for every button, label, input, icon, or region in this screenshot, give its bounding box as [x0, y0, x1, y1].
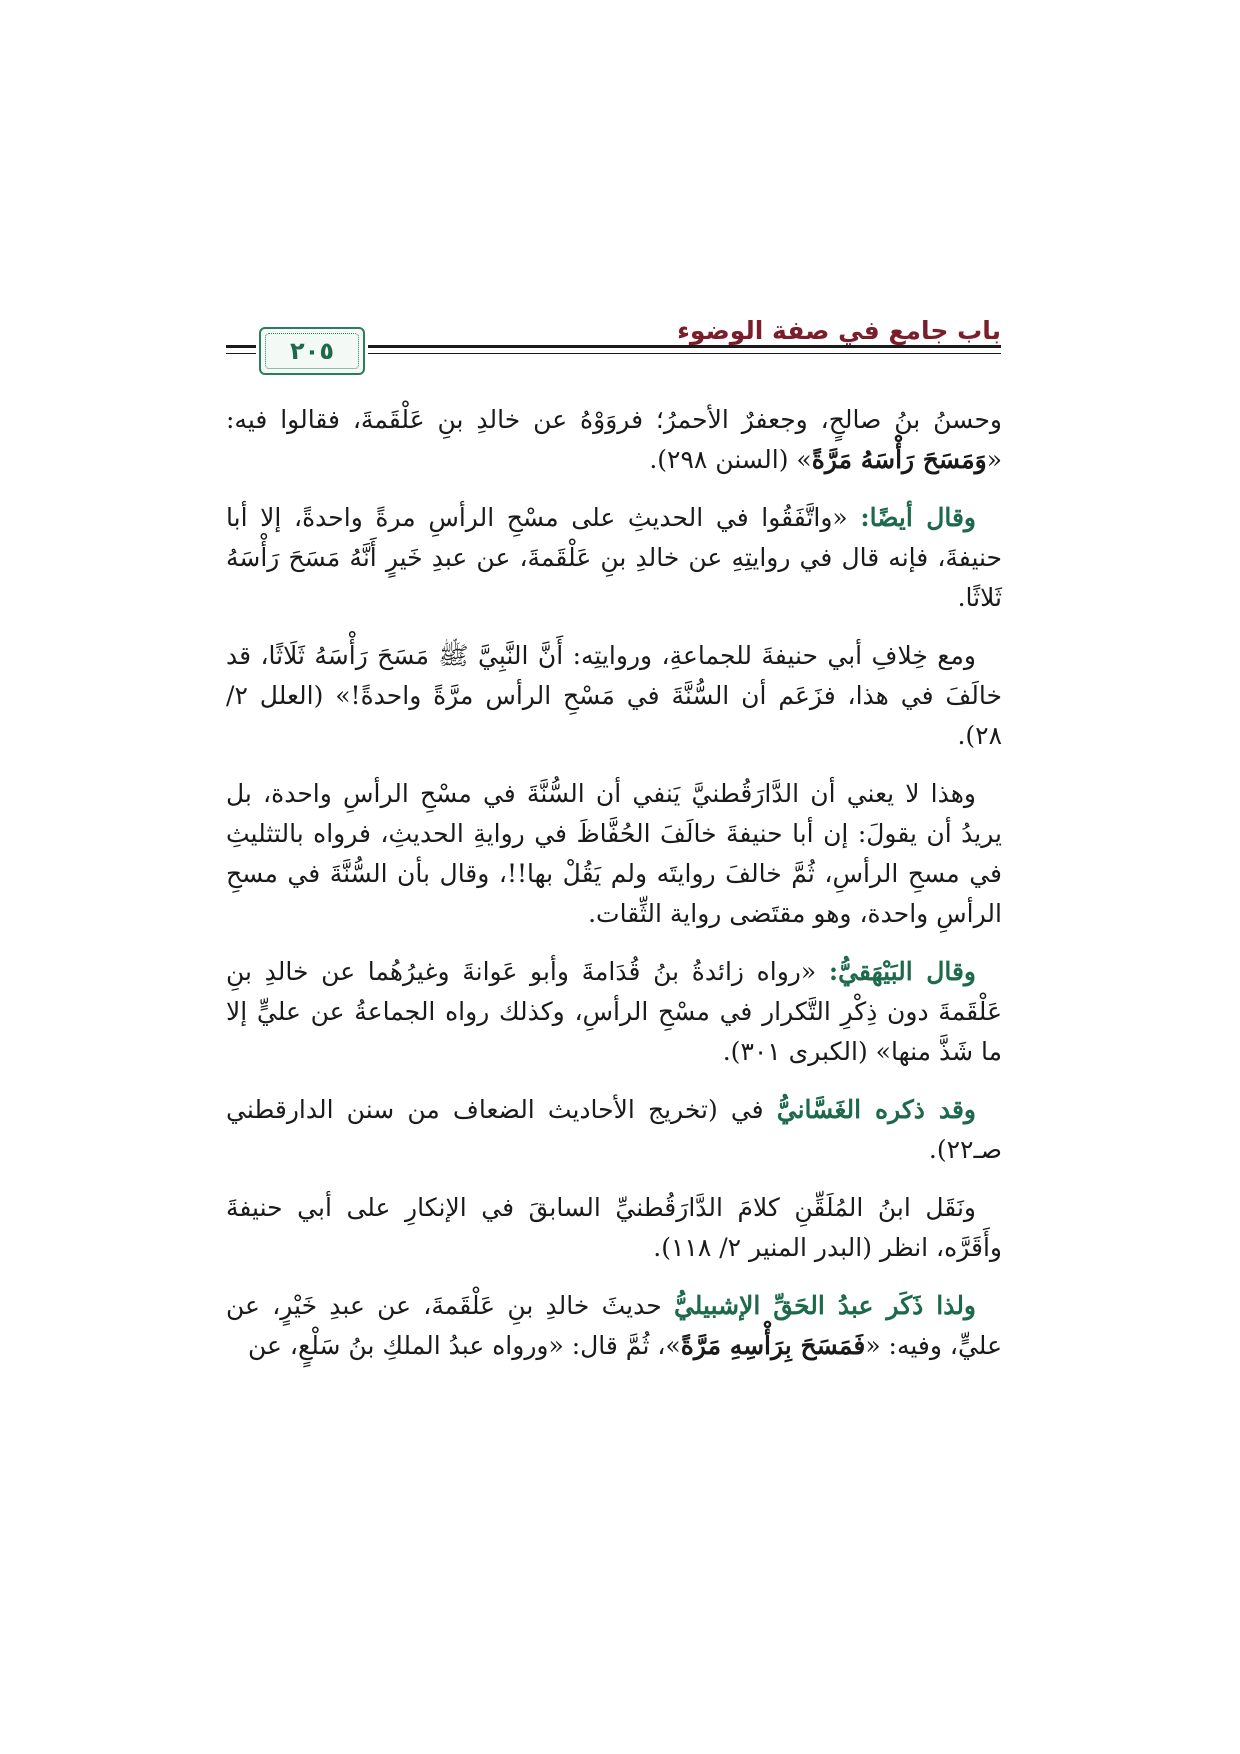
header-rule-right-bottom: [368, 353, 1001, 354]
chapter-title: باب جامع في صفة الوضوء: [677, 316, 1001, 345]
paragraph-5: [226, 952, 1002, 1072]
paragraph-8: [226, 1286, 1002, 1366]
paragraph-5-speaker: وقال البَيْهَقيُّ:: [828, 957, 976, 986]
paragraph-8-text: حديثَ خالدِ بنِ عَلْقَمةَ، عن عبدِ خَيْرٍ، عن عليٍّ، وفيه: «: [226, 1291, 1002, 1360]
paragraph-8-speaker: ولذا ذَكَر عبدُ الحَقِّ الإشبيليُّ: [673, 1291, 977, 1320]
main-text: [226, 400, 1002, 1384]
page-number: ٢٠٥: [290, 337, 334, 365]
paragraph-1-hadith: وَمَسَحَ رَأْسَهُ مَرَّةً: [811, 445, 987, 474]
paragraph-7: [226, 1188, 1002, 1268]
paragraph-1-tail: » (السنن ٢٩٨).: [649, 445, 812, 474]
paragraph-8-hadith: فَمَسَحَ بِرَأْسِهِ مَرَّةً: [680, 1331, 866, 1360]
paragraph-7-text: ونَقَل ابنُ المُلَقِّنِ كلامَ الدَّارَقُطنيِّ السابقَ في الإنكارِ على أبي حنيفةَ وأَقَرَّه، انظر (البدر المنير ٢/ ١١٨).: [226, 1193, 1002, 1262]
paragraph-4-text: وهذا لا يعني أن الدَّارَقُطنيَّ يَنفي أن السُّنَّةَ في مسْحِ الرأسِ واحدة، بل يريدُ أن يقولَ: إن أبا حنيفةَ خالَفَ الحُفَّاظَ في روايةِ الحديثِ، فرواه بالتثليثِ في مسحِ الرأسِ، ثُمَّ خالفَ روايتَه ولم يَقُلْ بها!!، وقال بأن السُّنَّةَ في مسحِ الرأسِ واحدة، وهو مقتَضى رواية الثِّقات.: [226, 779, 1002, 928]
paragraph-3-text: ومع خِلافِ أبي حنيفةَ للجماعةِ، وروايتِه: أَنَّ النَّبِيَّ ﷺ مَسَحَ رَأْسَهُ ثَلَاثًا، قد خالَفَ في هذا، فزَعَم أن السُّنَّةَ في مَسْحِ الرأس مرَّةً واحدةً!» (العلل ٢/ ٢٨).: [226, 641, 1002, 750]
header-rule-left-top: [226, 345, 256, 348]
paragraph-6: [226, 1090, 1002, 1170]
running-header: [226, 312, 1001, 382]
paragraph-2-text: «واتَّفَقُوا في الحديثِ على مسْحِ الرأسِ مرةً واحدةً، إلا أبا حنيفةَ، فإنه قال في روايتِهِ عن خالدِ بنِ عَلْقَمةَ، عن عبدِ خَيرٍ أَنَّهُ مَسَحَ رَأْسَهُ ثَلاثًا.: [226, 503, 1002, 612]
paragraph-2: [226, 498, 1002, 618]
paragraph-1-text: وحسنُ بنُ صالحٍ، وجعفرٌ الأحمرُ؛ فروَوْهُ عن خالدِ بنِ عَلْقَمةَ، فقالوا فيه: «: [226, 405, 1002, 474]
paragraph-2-speaker: وقال أيضًا:: [860, 503, 977, 532]
page-number-badge: [259, 327, 365, 375]
paragraph-4: [226, 774, 1002, 934]
paragraph-8-tail: »، ثُمَّ قال: «ورواه عبدُ الملكِ بنُ سَلْعٍ، عن: [247, 1331, 681, 1360]
paragraph-6-speaker: وقد ذكره الغَسَّانيُّ: [776, 1095, 976, 1124]
paragraph-3: [226, 636, 1002, 756]
paragraph-1: [226, 400, 1002, 480]
paragraph-6-text: في (تخريج الأحاديث الضعاف من سنن الدارقطني صـ٢٢).: [226, 1095, 1002, 1164]
header-rule-left-bottom: [226, 353, 256, 354]
paragraph-5-text: «رواه زائدةُ بنُ قُدَامةَ وأبو عَوانةَ وغيرُهُما عن خالدِ بنِ عَلْقَمةَ دون ذِكْرِ التَّكرار في مسْحِ الرأسِ، وكذلك رواه الجماعةُ عن عليٍّ إلا ما شَذَّ منها» (الكبرى ٣٠١).: [226, 957, 1002, 1066]
header-rule-right-top: [368, 345, 1001, 348]
